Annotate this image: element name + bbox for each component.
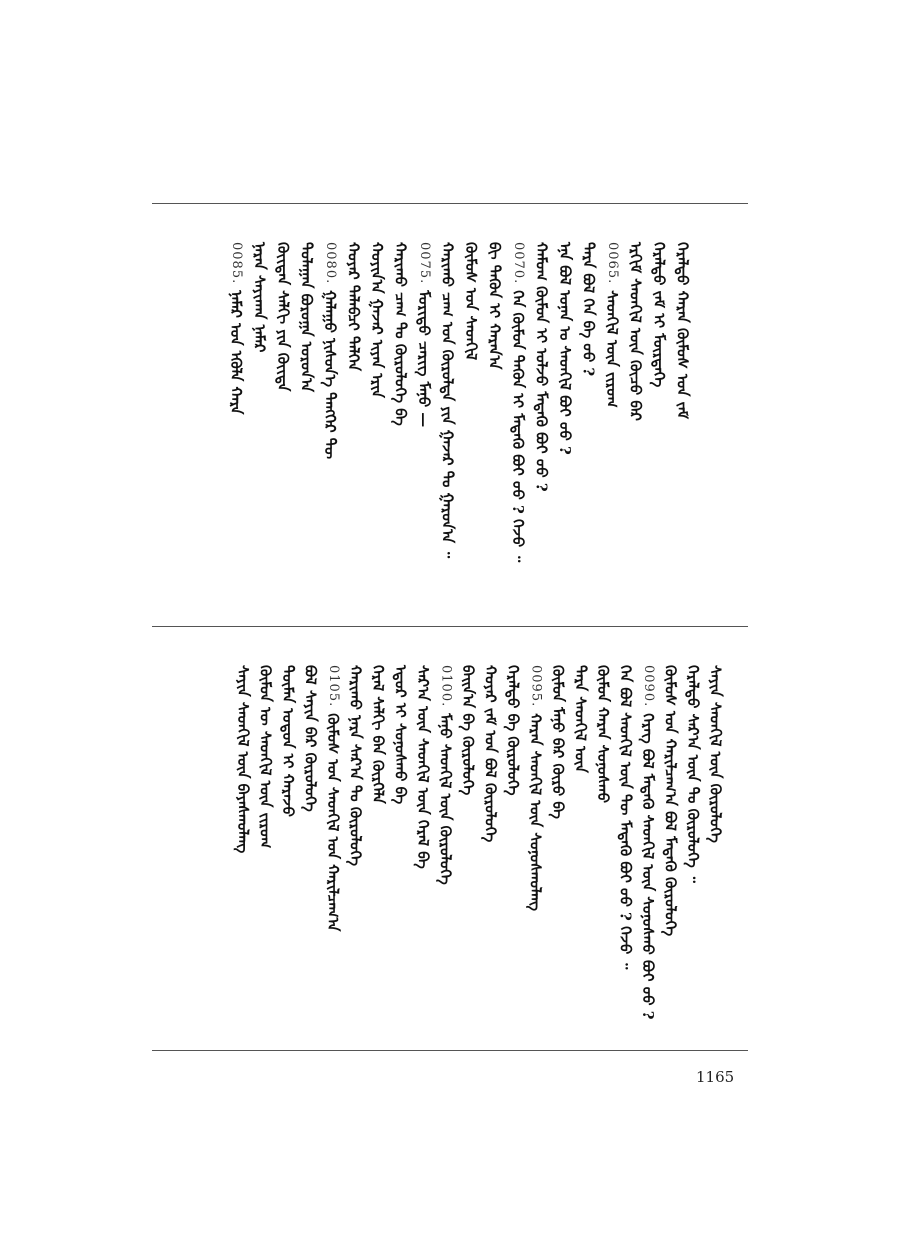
line-text: ᠬᠠᠷᠢᠬᠤ ᠴᠠᠭ ᠲᠤ ᠬᠦᠷᠦᠯᠦᠭᠡ ᠪᠡ: [391, 242, 410, 426]
line-text: ᠮᠠᠨᠤ ᠰᠡᠳᠬᠢᠯ ᠦᠨ ᠬᠦᠷᠦᠯᠦᠭᠡ: [436, 713, 455, 885]
line-text: ᠰᠠᠷ᠎ᠠ ᠦᠨ ᠰᠡᠳᠬᠢᠯ ᠦᠨ ᠭᠡᠷᠡᠯ ᠪᠡ: [414, 665, 432, 869]
poem-line: [487, 242, 502, 369]
poem-line: [299, 242, 314, 392]
line-text: ᠰᠠᠶᠢᠨ ᠰᠡᠳᠬᠢᠯ ᠦᠨ ᠪᠠᠶᠠᠰᠬᠤᠯᠠᠩ: [234, 665, 252, 854]
poem-line: [528, 665, 543, 911]
line-text: ᠬᠡᠷᠡᠭ ᠪᠣᠯ ᠮᠡᠳᠡᠬᠦ ᠰᠡᠳᠬᠢᠯ ᠦᠨ ᠰᠣᠨᠣᠰᠬᠤ ᠪᠤᠢ ᠦᠦ ?: [639, 713, 657, 1020]
poem-line: [370, 665, 385, 804]
poem-line: [685, 665, 700, 883]
line-text: ᠬᠣᠶᠠᠷ ᠵᠠᠮ ᠤᠨ ᠪᠣᠯ ᠬᠦᠷᠦᠯᠦᠭᠡ: [481, 665, 500, 843]
poem-line: [460, 665, 475, 795]
line-text: ᠭᠡᠷᠡᠯᠲᠦ ᠵᠠᠮ ᠢ ᠮᠦᠷᠳᠡᠭᠡ: [650, 242, 668, 388]
poem-line: [438, 665, 453, 885]
poem-line: [415, 665, 430, 869]
line-text: ᠲᠦᠮᠡᠨ ᠣᠳᠣᠨ ᠢ ᠬᠠᠷᠠᠵᠤ: [279, 665, 297, 817]
line-text: ᠬᠦᠮᠦᠰ ᠤᠨ ᠬᠠᠷᠢᠯᠴᠠᠭ᠎ᠠ ᠪᠣᠯ ᠮᠡᠳᠡᠬᠦ ᠬᠦᠷᠦᠯᠦᠭᠡ: [661, 665, 680, 937]
line-text: ᠡᠳᠦᠷ ᠢ ᠰᠣᠨᠣᠰᠬᠤ ᠪᠡ: [391, 665, 410, 805]
poem-line: [258, 665, 273, 848]
line-text: ᠳᠤᠯᠠᠭᠠᠨ ᠪᠣᠷᠣᠭᠠ ᠣᠷᠣᠨ᠎ᠠ: [297, 242, 316, 393]
line-text: ᠬᠡᠨ ᠪᠣᠯ ᠰᠡᠳᠬᠢᠯ ᠦᠨ ᠲᠦ ᠮᠡᠳᠡᠬᠦ ᠪᠤᠢ ᠦᠦ ? ᠭᠡᠵᠦ ᠃: [616, 665, 635, 970]
poem-line: [708, 665, 723, 843]
poem-line: [675, 242, 690, 419]
line-text: ᠪᠠᠢᠨ᠎ᠠ ᠪᠡ ᠬᠦᠷᠦᠯᠦᠭᠡ: [459, 665, 477, 796]
line-number: 0080.: [323, 242, 338, 285]
poem-line: [275, 242, 290, 391]
line-text: ᠬᠠᠮᠤᠭ ᠬᠦᠮᠦᠨ ᠢ ᠣᠯᠵᠤ ᠮᠡᠳᠡᠬᠦ ᠪᠤᠢ ᠦᠦ ?: [532, 242, 551, 492]
poem-line: [628, 242, 643, 421]
line-text: ᠡᠷᠬᠢᠮ ᠰᠡᠳᠬᠢᠯ ᠦᠨ ᠬᠦᠴᠦ ᠪᠡᠷ: [626, 242, 645, 421]
line-number: 0070.: [511, 242, 526, 285]
line-text: ᠭᠠᠯᠠᠭᠤ ᠨᠢᠰᠦᠨ᠎ᠡ ᠲᠡᠩᠭᠡᠷ ᠲᠦ: [321, 290, 339, 460]
poem-line: [640, 665, 655, 1020]
poem-line: [252, 242, 267, 352]
poem-line: [550, 665, 565, 819]
line-text: ᠨᠠᠮᠠᠷ ᠤᠨ ᠡᠭᠦᠯᠡ ᠬᠠᠷᠠ: [227, 290, 245, 415]
line-number: 0065.: [605, 242, 620, 285]
poem-line: [663, 665, 678, 936]
line-text: ᠬᠠᠷᠢᠬᠤ ᠨᠠᠷᠠ ᠰᠠᠷ᠎ᠠ ᠲᠤ ᠬᠦᠷᠦᠯᠦᠭᠡ: [346, 665, 365, 867]
line-text: ᠬᠡᠨ ᠬᠦᠮᠦᠨ ᠲᠡᠭᠦᠨ ᠢ ᠮᠡᠳᠡᠬᠦ ᠪᠤᠢ ᠦᠦ ? ᠭᠡᠵᠦ ᠃: [509, 290, 527, 563]
poem-line: [557, 242, 572, 455]
bottom-rule: [152, 1050, 748, 1051]
line-number: 0100.: [438, 665, 454, 708]
line-text: ᠭᠡᠷᠡᠯ ᠰᠠᠯᠬᠢ ᠪᠠᠨ ᠬᠦᠷᠭᠡᠯᠡ: [369, 665, 387, 804]
line-text: ᠪᠣᠯ ᠰᠠᠶᠢᠨ ᠪᠡᠷ ᠬᠦᠷᠦᠯᠦᠭᠡ: [301, 665, 320, 812]
poem-line: [416, 242, 431, 427]
poem-line: [235, 665, 250, 853]
poem-line: [280, 665, 295, 817]
line-number: 0075.: [417, 242, 432, 285]
lower-poem-panel: [152, 627, 748, 1049]
poem-line: [346, 242, 361, 371]
poem-line: [534, 242, 549, 492]
poem-line: [595, 665, 610, 803]
line-text: ᠬᠦᠮᠦᠰ ᠤᠨ ᠰᠡᠳᠬᠢᠯ: [462, 242, 480, 361]
line-number: 0095.: [528, 665, 544, 708]
line-number: 0105.: [326, 665, 341, 708]
line-text: ᠭᠡᠷᠡᠯᠲᠦ ᠰᠠᠷ᠎ᠠ ᠦᠨ ᠲᠤ ᠬᠦᠷᠦᠯᠦᠭᠡ ᠃: [684, 665, 702, 883]
line-number: 0085.: [229, 242, 244, 285]
poem-line: [483, 665, 498, 842]
line-text: ᠬᠣᠶᠢᠨ᠎ᠠ ᠭᠠᠵᠠᠷ ᠢᠶᠠᠨ ᠡᠷᠢᠨ: [368, 242, 386, 398]
line-text: ᠨᠠᠷᠠᠨ ᠰᠠᠶᠢᠬᠠᠨ ᠨᠠᠮᠠᠷ: [250, 242, 269, 353]
line-text: ᠬᠦᠮᠦᠨ ᠮᠠᠨᠤ ᠪᠡᠷ ᠬᠦᠷᠦ ᠪᠡ: [549, 665, 567, 819]
line-number: 0090.: [641, 665, 656, 708]
line-text: ᠬᠠᠷᠠᠨ ᠰᠡᠳᠬᠢᠯ ᠦᠨ ᠰᠣᠨᠣᠰᠬᠤᠯᠠᠩ: [526, 713, 545, 912]
line-text: ᠲᠡᠷᠡ ᠰᠡᠳᠬᠢᠯ ᠦᠨ: [571, 665, 590, 773]
line-text: ᠬᠦᠮᠦᠰ ᠤᠨ ᠰᠡᠳᠬᠢᠯ ᠤᠨ ᠬᠠᠷᠢᠯᠴᠠᠭ᠎ᠠ: [324, 713, 342, 932]
poem-line: [573, 665, 588, 773]
line-text: ᠭᠡᠷᠡᠯᠲᠦ ᠬᠠᠷᠠᠨ ᠬᠦᠮᠦᠰ ᠤᠨ ᠵᠠᠮ: [673, 242, 692, 420]
poem-line: [440, 242, 455, 558]
line-text: ᠬᠦᠮᠦᠨ ᠦ ᠰᠡᠳᠬᠢᠯ ᠦᠨ ᠵᠢᠷᠤᠭ: [256, 665, 275, 849]
poem-line: [618, 665, 633, 969]
poem-line: [505, 665, 520, 796]
upper-poem-panel: [152, 204, 748, 625]
line-text: ᠲᠡᠷᠡ ᠪᠣᠯ ᠬᠡᠨ ᠪᠡ ᠦᠦ ?: [579, 242, 598, 377]
poem-line: [325, 665, 340, 931]
poem-line: [348, 665, 363, 866]
line-text: ᠰᠠᠶᠢᠨ ᠰᠡᠳᠬᠢᠯ ᠦᠨ ᠬᠦᠷᠦᠯᠦᠭᠡ: [706, 665, 725, 843]
poem-line: [463, 242, 478, 360]
page-number: 1165: [696, 1068, 735, 1086]
line-text: ᠭᠡᠷᠡᠯᠲᠦ ᠪᠡ ᠬᠦᠷᠦᠯᠦᠭᠡ: [504, 665, 522, 796]
line-text: ᠰᠡᠳᠬᠢᠯ ᠦᠨ ᠵᠢᠷᠤᠭ: [603, 290, 621, 408]
line-text: ᠮᠣᠷᠢᠲᠤ ᠴᠡᠷᠢᠭ ᠮᠠᠨᠤ —: [415, 290, 433, 428]
line-text: ᠬᠠᠷᠢᠬᠤ ᠴᠠᠭ ᠤᠨ ᠬᠦᠷᠦᠯᠲᠡ ᠶᠢᠨ ᠭᠠᠵᠠᠷ ᠲᠤ ᠭᠠᠷᠤᠨ᠎ᠠ ᠃: [438, 242, 457, 559]
poem-line: [228, 242, 243, 414]
line-text: ᠬᠦᠢᠲᠡᠨ ᠰᠠᠯᠬᠢ ᠶᠢᠨ ᠬᠦᠢᠲᠡ: [274, 242, 292, 392]
poem-line: [604, 242, 619, 408]
poem-line: [303, 665, 318, 812]
line-text: ᠬᠦᠮᠦᠨ ᠬᠠᠷᠠᠨ ᠰᠣᠨᠣᠰᠬᠤ: [594, 665, 612, 803]
poem-line: [393, 665, 408, 804]
line-text: ᠡᠨᠡ ᠪᠣᠯ ᠤᠨᠠᠨ ᠤ ᠰᠡᠳᠬᠢᠯ ᠪᠤᠢ ᠦᠦ ?: [556, 242, 574, 455]
poem-line: [369, 242, 384, 398]
line-text: ᠪᠢ ᠲᠡᠭᠦᠨ ᠢ ᠬᠠᠷᠠᠨ᠎ᠠ: [485, 242, 504, 370]
poem-line: [651, 242, 666, 387]
poem-line: [393, 242, 408, 426]
poem-line: [510, 242, 525, 562]
line-text: ᠬᠣᠶᠠᠷ ᠳᠠᠯᠠᠪᠴᠢ ᠳᠡᠯᠭᠡᠨ: [344, 242, 363, 371]
poem-line: [322, 242, 337, 459]
poem-line: [581, 242, 596, 376]
